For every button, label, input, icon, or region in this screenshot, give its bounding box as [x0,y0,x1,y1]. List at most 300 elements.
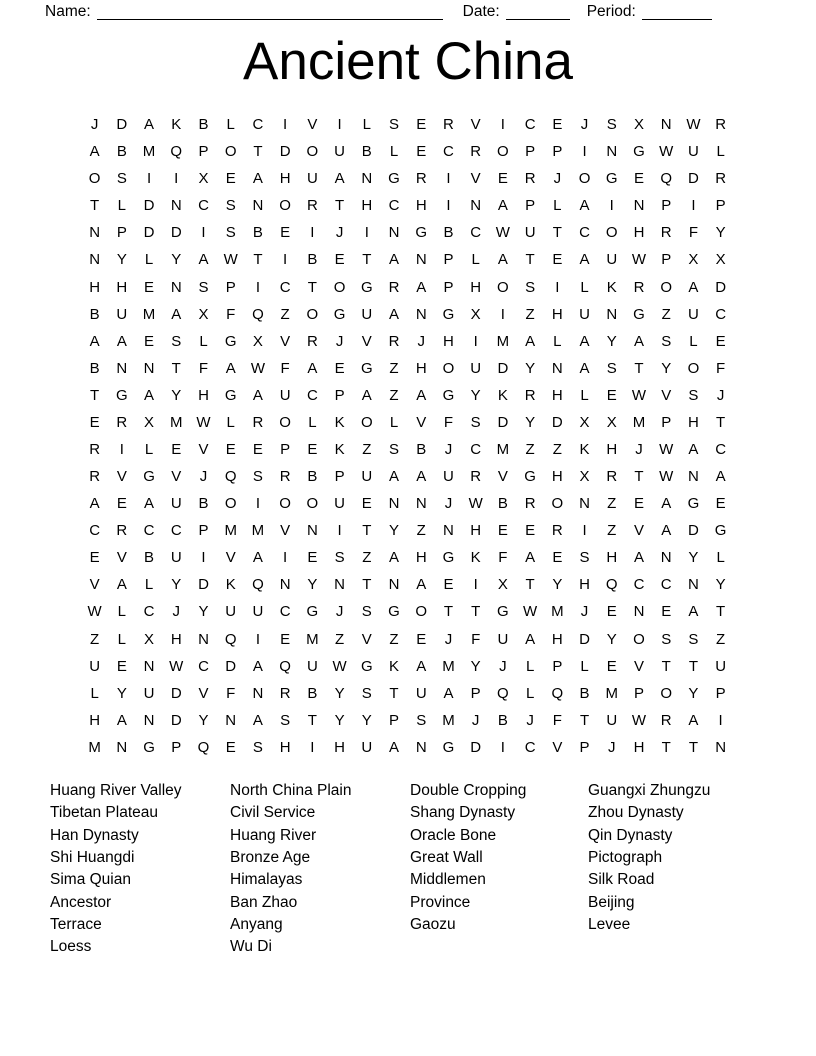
grid-letter: X [144,413,155,431]
grid-letter: P [661,413,672,431]
word-bank-item: Himalayas [230,871,303,889]
grid-letter: T [389,684,399,702]
grid-letter: L [144,576,154,594]
grid-letter: S [171,332,182,350]
grid-letter: H [198,386,209,404]
grid-letter: V [361,630,372,648]
grid-letter: I [500,305,505,323]
grid-letter: O [360,413,373,431]
grid-letter: N [116,359,128,377]
grid-letter: A [661,495,672,513]
grid-letter: U [688,143,699,161]
grid-letter: C [306,386,318,404]
grid-letter: I [119,440,124,458]
word-bank-item: Terrace [50,916,102,934]
grid-letter: N [388,576,400,594]
grid-letter: M [551,603,564,621]
grid-letter: H [415,549,427,567]
grid-letter: Y [171,251,182,269]
grid-letter: L [525,684,535,702]
grid-letter: H [170,630,182,648]
word-bank-item: Ancestor [50,893,112,911]
grid-letter: S [198,278,209,296]
grid-letter: T [634,359,644,377]
grid-letter: M [605,684,619,702]
grid-letter: E [525,522,536,540]
grid-letter: U [116,305,128,323]
grid-letter: D [688,170,699,188]
grid-letter: I [337,522,342,540]
word-bank-column [230,780,410,959]
grid-letter: G [442,305,455,323]
grid-letter: X [470,305,481,323]
grid-letter: P [661,197,672,215]
grid-letter: G [687,495,700,513]
grid-letter: G [143,738,155,756]
grid-letter: V [470,116,481,134]
grid-letter: Z [552,440,562,458]
grid-letter: A [252,711,263,729]
grid-letter: S [361,684,372,702]
grid-letter: G [115,386,128,404]
grid-letter: Q [605,576,618,594]
grid-letter: A [389,738,400,756]
grid-letter: Q [551,684,564,702]
grid-letter: X [497,576,508,594]
grid-letter: J [444,440,453,458]
grid-letter: A [144,116,155,134]
grid-letter: C [715,305,727,323]
grid-letter: J [716,386,725,404]
grid-letter: S [579,549,590,567]
grid-letter: T [362,251,372,269]
grid-letter: H [633,224,645,242]
grid-letter: L [117,603,126,621]
grid-letter: A [389,549,400,567]
grid-letter: T [334,197,345,215]
grid-letter: S [389,116,400,134]
grid-letter: E [661,603,672,621]
grid-letter: M [496,332,510,350]
grid-letter: Z [280,305,290,323]
grid-letter: A [579,251,590,269]
grid-letter: V [225,549,236,567]
grid-letter: D [688,522,699,540]
grid-letter: E [334,251,345,269]
grid-letter: E [606,603,617,621]
grid-letter: N [388,495,400,513]
grid-letter: N [225,711,237,729]
grid-letter: A [89,143,100,161]
grid-letter: G [333,305,346,323]
grid-letter: E [144,332,155,350]
grid-letter: H [89,711,101,729]
grid-letter: G [605,170,618,188]
period-label: Period: [586,3,636,20]
grid-letter: U [170,495,182,513]
grid-letter: A [116,332,127,350]
grid-letter: R [470,143,482,161]
grid-letter: P [661,251,672,269]
grid-letter: Z [607,522,617,540]
grid-letter: E [280,630,291,648]
grid-letter: L [525,657,535,675]
grid-letter: B [252,224,263,242]
grid-letter: N [170,197,182,215]
grid-letter: J [553,170,562,188]
grid-letter: F [443,413,454,431]
grid-letter: A [416,468,427,486]
word-bank-item: Guangxi Zhungzu [588,782,711,799]
grid-letter: O [660,684,673,702]
grid-letter: A [688,440,699,458]
grid-letter: A [688,711,699,729]
grid-letter: U [170,549,182,567]
grid-letter: E [552,549,563,567]
grid-letter: A [144,386,155,404]
grid-letter: S [280,711,291,729]
grid-letter: P [633,684,644,702]
grid-letter: W [631,251,647,269]
grid-letter: L [144,251,154,269]
grid-letter: Y [606,630,617,648]
grid-letter: L [471,251,480,269]
grid-letter: S [225,224,236,242]
grid-letter: K [470,549,481,567]
grid-letter: W [495,224,510,242]
grid-letter: N [443,522,454,540]
grid-letter: R [279,684,291,702]
word-bank-item: Loess [50,938,92,956]
grid-letter: U [606,711,618,729]
grid-letter: E [225,738,236,756]
grid-letter: E [252,440,263,458]
word-bank-item: Qin Dynasty [588,826,673,844]
grid-letter: C [388,197,400,215]
grid-letter: O [687,359,700,377]
grid-letter: W [250,359,265,377]
grid-letter: C [170,522,182,540]
grid-letter: O [497,278,509,296]
grid-letter: I [310,738,315,756]
grid-letter: A [116,711,127,729]
grid-letter: N [306,522,318,540]
grid-letter: A [416,576,427,594]
grid-letter: D [470,738,482,756]
grid-letter: P [525,197,536,215]
grid-letter: H [279,738,291,756]
grid-letter: C [660,576,672,594]
grid-letter: I [500,116,505,134]
grid-letter: A [579,332,590,350]
grid-letter: E [307,440,318,458]
grid-letter: Y [715,576,726,594]
grid-letter: G [388,603,400,621]
grid-letter: F [688,224,698,242]
grid-letter: J [580,603,589,621]
date-blank-line [506,4,570,20]
grid-letter: E [633,495,644,513]
grid-letter: N [633,197,645,215]
name-blank-line [97,4,443,20]
grid-letter: J [335,603,344,621]
grid-letter: O [578,170,591,188]
grid-letter: B [497,711,508,729]
grid-letter: P [225,278,236,296]
grid-letter: D [497,359,509,377]
grid-letter: E [334,359,345,377]
grid-letter: C [633,576,645,594]
grid-letter: H [551,386,563,404]
grid-letter: E [497,522,508,540]
grid-letter: N [633,603,645,621]
grid-letter: P [552,657,563,675]
grid-letter: U [497,630,509,648]
grid-letter: V [171,468,182,486]
date-label: Date: [462,3,500,20]
grid-letter: Z [416,522,426,540]
grid-letter: H [633,738,645,756]
grid-letter: V [116,468,127,486]
grid-letter: Z [525,440,535,458]
grid-letter: R [715,170,727,188]
grid-letter: S [606,116,617,134]
grid-letter: A [361,386,372,404]
grid-letter: O [306,305,319,323]
grid-letter: A [252,657,263,675]
grid-letter: E [497,170,508,188]
grid-letter: J [172,603,181,621]
grid-letter: Q [497,684,509,702]
grid-letter: A [144,495,155,513]
grid-letter: M [442,711,455,729]
grid-letter: G [224,332,237,350]
grid-letter: T [471,603,481,621]
grid-letter: W [686,116,701,134]
grid-letter: V [307,116,318,134]
grid-letter: T [90,197,100,215]
grid-letter: B [307,251,318,269]
word-bank-column [410,780,588,936]
grid-letter: E [552,116,563,134]
grid-letter: A [389,468,400,486]
grid-letter: G [143,468,155,486]
grid-letter: S [252,468,263,486]
grid-letter: J [608,738,616,756]
grid-letter: N [470,197,482,215]
grid-letter: H [470,278,482,296]
grid-letter: H [606,549,618,567]
grid-letter: E [361,495,372,513]
word-bank-item: Oracle Bone [410,826,497,844]
grid-letter: K [606,278,617,296]
grid-letter: C [198,197,209,215]
grid-letter: B [361,143,372,161]
grid-letter: Z [90,630,100,648]
grid-letter: E [416,116,427,134]
grid-letter: P [552,143,563,161]
grid-letter: J [526,711,534,729]
grid-letter: A [579,359,590,377]
grid-letter: X [688,251,699,269]
grid-letter: L [580,278,589,296]
grid-letter: T [362,576,372,594]
grid-letter: T [525,251,535,269]
word-bank-item: Silk Road [588,871,655,889]
grid-letter: D [225,657,237,675]
grid-letter: O [497,143,509,161]
grid-letter: G [524,468,536,486]
grid-letter: N [688,468,699,486]
grid-letter: C [279,603,291,621]
grid-letter: E [416,630,427,648]
grid-letter: R [715,116,727,134]
grid-letter: Z [525,305,535,323]
word-bank-item: Province [410,893,471,911]
grid-letter: B [579,684,590,702]
grid-letter: H [415,359,427,377]
grid-letter: T [661,738,671,756]
word-bank-item: Huang River Valley [50,782,182,799]
grid-letter: E [606,386,617,404]
grid-letter: R [524,170,536,188]
grid-letter: I [255,278,260,296]
grid-letter: P [443,278,454,296]
grid-letter: B [144,549,155,567]
grid-letter: Q [252,305,264,323]
grid-letter: Z [362,549,372,567]
grid-letter: D [170,711,182,729]
grid-letter: N [334,576,345,594]
grid-letter: R [660,711,672,729]
worksheet-title: Ancient China [243,32,573,91]
grid-letter: S [470,413,481,431]
grid-letter: V [633,522,644,540]
grid-letter: R [443,116,454,134]
grid-letter: V [661,386,672,404]
grid-letter: F [552,711,562,729]
grid-letter: D [579,630,590,648]
grid-letter: N [198,630,209,648]
grid-letter: S [252,738,263,756]
grid-letter: Q [252,576,264,594]
grid-letter: N [415,738,427,756]
grid-letter: Y [715,224,726,242]
grid-letter: E [633,170,644,188]
grid-letter: D [170,224,182,242]
grid-letter: I [310,224,315,242]
grid-letter: E [416,143,427,161]
grid-letter: D [143,224,155,242]
grid-letter: R [524,495,536,513]
grid-letter: G [442,386,455,404]
grid-letter: Y [661,359,672,377]
grid-letter: I [364,224,369,242]
grid-letter: N [252,684,264,702]
grid-letter: U [606,251,618,269]
grid-letter: N [688,576,699,594]
grid-letter: T [90,386,100,404]
grid-letter: P [116,224,127,242]
grid-letter: A [171,305,182,323]
grid-letter: S [334,549,345,567]
grid-letter: X [579,468,590,486]
grid-letter: U [334,143,345,161]
grid-letter: G [360,359,373,377]
grid-letter: F [280,359,290,377]
word-bank-item: Gaozu [410,916,456,934]
grid-letter: Z [716,630,726,648]
grid-letter: S [661,630,672,648]
grid-letter: L [580,657,589,675]
word-bank-item: Tibetan Plateau [50,804,159,822]
grid-letter: L [144,440,154,458]
grid-letter: A [198,251,209,269]
grid-letter: L [553,197,562,215]
grid-letter: Z [389,630,399,648]
grid-letter: S [688,386,699,404]
grid-letter: Y [688,684,699,702]
grid-letter: X [144,630,155,648]
grid-letter: A [225,359,236,377]
grid-letter: Y [171,576,182,594]
grid-letter: P [579,738,590,756]
grid-letter: T [171,359,181,377]
grid-letter: S [606,359,617,377]
grid-letter: K [334,413,345,431]
grid-letter: J [199,468,208,486]
grid-letter: H [443,332,454,350]
grid-letter: R [606,468,618,486]
grid-letter: W [332,657,347,675]
grid-letter: E [116,495,127,513]
grid-letter: R [388,332,400,350]
grid-letter: U [688,305,699,323]
grid-letter: V [116,549,127,567]
grid-letter: I [146,170,152,188]
grid-letter: I [337,116,342,134]
grid-letter: O [224,143,237,161]
grid-letter: H [334,738,345,756]
grid-letter: A [688,278,699,296]
grid-letter: B [307,468,318,486]
word-bank [50,780,710,959]
grid-letter: L [362,116,371,134]
grid-letter: U [89,657,101,675]
grid-letter: J [444,630,453,648]
grid-letter: R [306,197,318,215]
grid-letter: Y [198,603,209,621]
grid-letter: G [633,143,645,161]
grid-letter: W [196,413,211,431]
word-bank-item: Han Dynasty [50,826,139,844]
grid-letter: U [361,305,373,323]
word-bank-item: Wu Di [230,938,272,956]
grid-letter: F [226,305,236,323]
grid-letter: T [253,251,263,269]
grid-letter: O [88,170,101,188]
grid-letter: Y [525,413,536,431]
grid-letter: T [253,143,263,161]
grid-letter: Y [552,576,563,594]
grid-letter: X [198,170,209,188]
grid-letter: K [389,657,400,675]
grid-letter: O [633,630,645,648]
grid-letter: U [579,305,590,323]
grid-letter: B [198,116,209,134]
grid-letter: R [551,522,563,540]
word-bank-item: Shi Huangdi [50,849,135,867]
